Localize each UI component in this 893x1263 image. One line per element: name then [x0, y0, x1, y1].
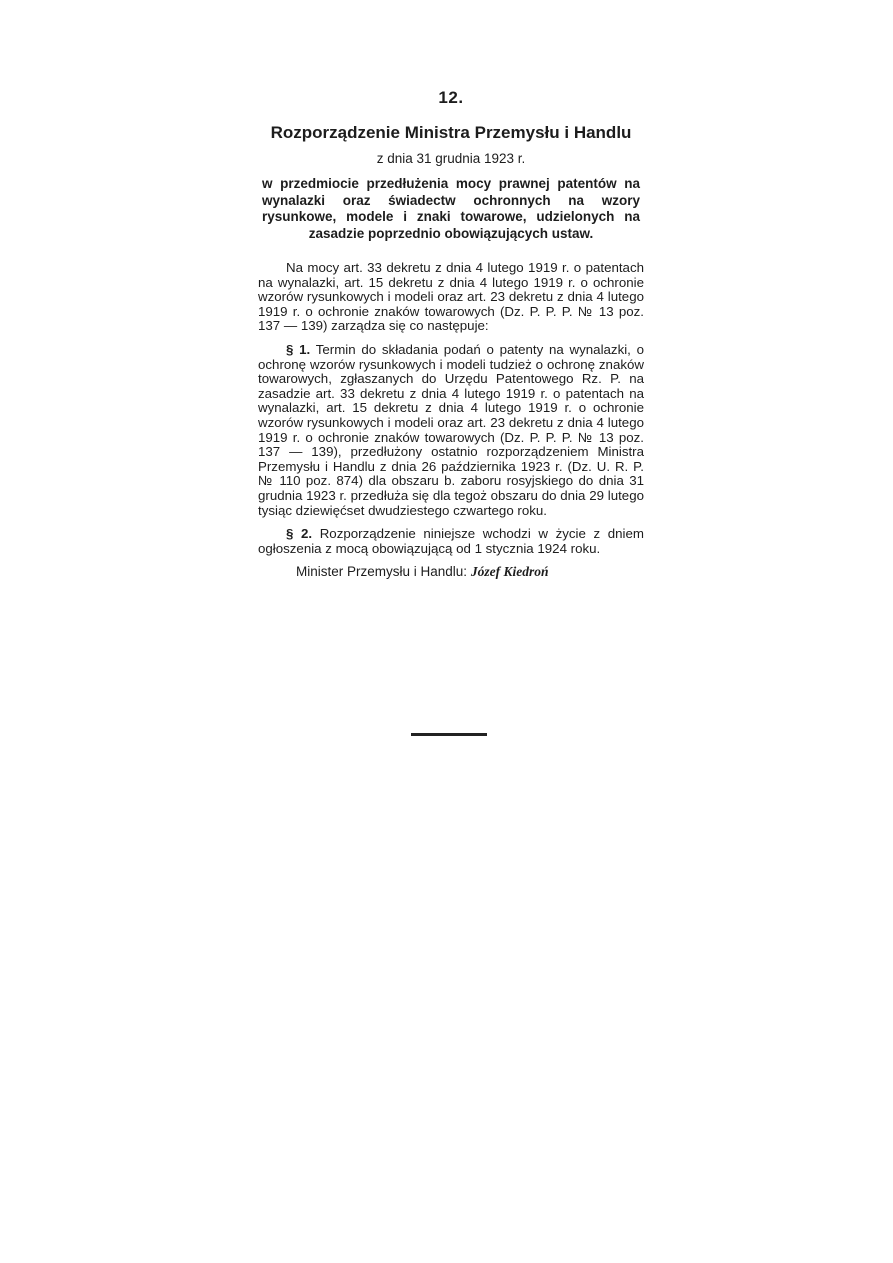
- signature-name: Józef Kiedroń: [470, 564, 549, 580]
- section-1-label: § 1.: [286, 341, 311, 357]
- section-1-paragraph: [258, 343, 644, 518]
- document-subject: w przedmiocie przedłużenia mocy prawnej patentów na wynalazki oraz świadectw ochronnych na wzory rysunkowe, modele i znaki towarowe, udzielonych na zasadzie poprzednio obowiązujących ustaw.: [262, 176, 640, 241]
- preamble-paragraph: Na mocy art. 33 dekretu z dnia 4 lutego 1919 r. o patentach na wynalazki, art. 15 dekretu z dnia 4 lutego 1919 r. o ochronie wzorów rysunkowych i modeli oraz art. 23 dekretu z dnia 4 lutego 1919 r. o ochronie znaków towarowych (Dz. P. P. P. № 13 poz. 137 — 139) zarządza się co następuje:: [258, 260, 644, 334]
- section-1-text: Termin do składania podań o patenty na wynalazki, o ochronę wzorów rysunkowych i modeli tudzież o ochronę znaków towarowych, zgłaszanych do Urzędu Patentowego Rz. P. na zasadzie art. 33 dekretu z dnia 4 lutego 1919 r. o patentach na wynalazki, art. 15 dekretu z dnia 4 lutego 1919 r. o ochronie wzorów rysunkowych i modeli oraz art. 23 dekretu z dnia 4 lutego 1919 r. o ochronie znaków towarowych (Dz. P. P. P. № 13 poz. 137 — 139), przedłużony ostatnio rozporządzeniem Ministra Przemysłu i Handlu z dnia 26 października 1923 r. (Dz. U. R. P. № 110 poz. 874) dla obszaru b. zaboru rosyjskiego do dnia 31 grudnia 1923 r. przedłuża się dla tegoż obszaru do dnia 29 lutego tysiąc dziewięćset dwudziestego czwartego roku.: [258, 341, 644, 518]
- section-2-label: § 2.: [286, 526, 313, 542]
- document-title: Rozporządzenie Ministra Przemysłu i Handlu: [270, 123, 632, 142]
- document-date: z dnia 31 grudnia 1923 r.: [376, 151, 526, 166]
- document-number: 12.: [438, 88, 464, 107]
- section-2-text: Rozporządzenie niniejsze wchodzi w życie z dniem ogłoszenia z mocą obowiązującą od 1 stycznia 1924 roku.: [258, 526, 644, 556]
- closing-rule-divider: [411, 733, 487, 736]
- document-page: [258, 88, 644, 580]
- signature-role: Minister Przemysłu i Handlu:: [296, 564, 468, 580]
- section-2-paragraph: [258, 527, 644, 556]
- signature-line: [258, 564, 644, 580]
